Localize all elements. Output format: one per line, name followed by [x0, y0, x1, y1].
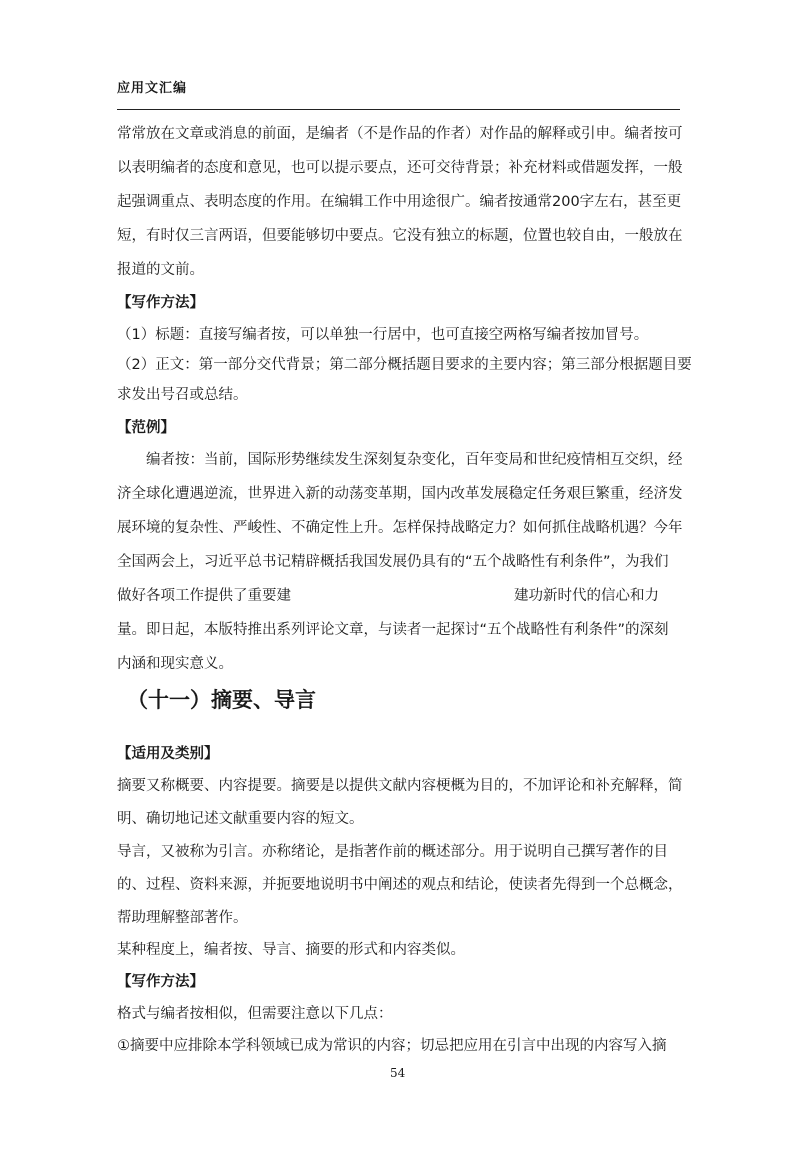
section-heading-writing-method: 【写作方法】	[117, 295, 204, 311]
paragraph-line: 常常放在文章或消息的前面，是编者（不是作品的作者）对作品的解释或引申。编者按可	[117, 126, 683, 142]
paragraph-line: 格式与编者按相似，但需要注意以下几点：	[117, 1006, 393, 1022]
header-rule	[117, 109, 680, 110]
page-number: 54	[390, 1066, 406, 1080]
paragraph-line: 导言，又被称为引言。亦称绪论，是指著作前的概述部分。用于说明自己撰写著作的目	[117, 844, 668, 860]
section-heading-example: 【范例】	[117, 420, 175, 436]
paragraph-line: 内涵和现实意义。	[117, 656, 233, 672]
section-heading-usage: 【适用及类别】	[117, 746, 219, 762]
paragraph-line: 报道的文前。	[117, 262, 204, 278]
paragraph-line: 摘要又称概要、内容提要。摘要是以提供文献内容梗概为目的，不加评论和补充解释，简	[117, 778, 683, 794]
section-heading-writing-method: 【写作方法】	[117, 974, 204, 990]
section-title: （十一）摘要、导言	[127, 688, 316, 712]
paragraph-line: 明、确切地记述文献重要内容的短文。	[117, 811, 364, 827]
paragraph-line: 短，有时仅三言两语，但要能够切中要点。它没有独立的标题，位置也较自由，一般放在	[117, 228, 683, 244]
paragraph-line: 求发出号召或总结。	[117, 387, 248, 403]
paragraph-line: 以表明编者的态度和意见，也可以提示要点，还可交待背景；补充材料或借题发挥，一般	[117, 160, 683, 176]
paragraph-line: （2）正文：第一部分交代背景；第二部分概括题目要求的主要内容；第三部分根据题目要	[117, 357, 692, 373]
paragraph-line: 展环境的复杂性、严峻性、不确定性上升。怎样保持战略定力？如何抓住战略机遇？今年	[117, 520, 683, 536]
paragraph-line: （1）标题：直接写编者按，可以单独一行居中，也可直接空两格写编者按加冒号。	[117, 327, 649, 343]
paragraph-line: 做好各项工作提供了重要建	[117, 588, 291, 604]
paragraph-line: 全国两会上，习近平总书记精辟概括我国发展仍具有的“五个战略性有利条件”，为我们	[117, 554, 669, 570]
paragraph-line: 的、过程、资料来源，并扼要地说明书中阐述的观点和结论，使读者先得到一个总概念，	[117, 877, 683, 893]
paragraph-line: 帮助理解整部著作。	[117, 910, 248, 926]
paragraph-line: 某种程度上，编者按、导言、摘要的形式和内容类似。	[117, 942, 465, 958]
paragraph-line: 济全球化遭遇逆流，世界进入新的动荡变革期，国内改革发展稳定任务艰巨繁重，经济发	[117, 486, 683, 502]
paragraph-line-fragment: 建功新时代的信心和力	[514, 588, 659, 604]
paragraph-line: 编者按：当前，国际形势继续发生深刻复杂变化，百年变局和世纪疫情相互交织，经	[146, 452, 683, 468]
paragraph-line: 起强调重点、表明态度的作用。在编辑工作中用途很广。编者按通常200字左右，甚至更	[117, 194, 682, 210]
paragraph-line: 量。即日起，本版特推出系列评论文章，与读者一起探讨“五个战略性有利条件”的深刻	[117, 622, 669, 638]
paragraph-line: ①摘要中应排除本学科领域已成为常识的内容；切忌把应用在引言中出现的内容写入摘	[117, 1038, 667, 1054]
running-header: 应用文汇编	[117, 81, 188, 96]
